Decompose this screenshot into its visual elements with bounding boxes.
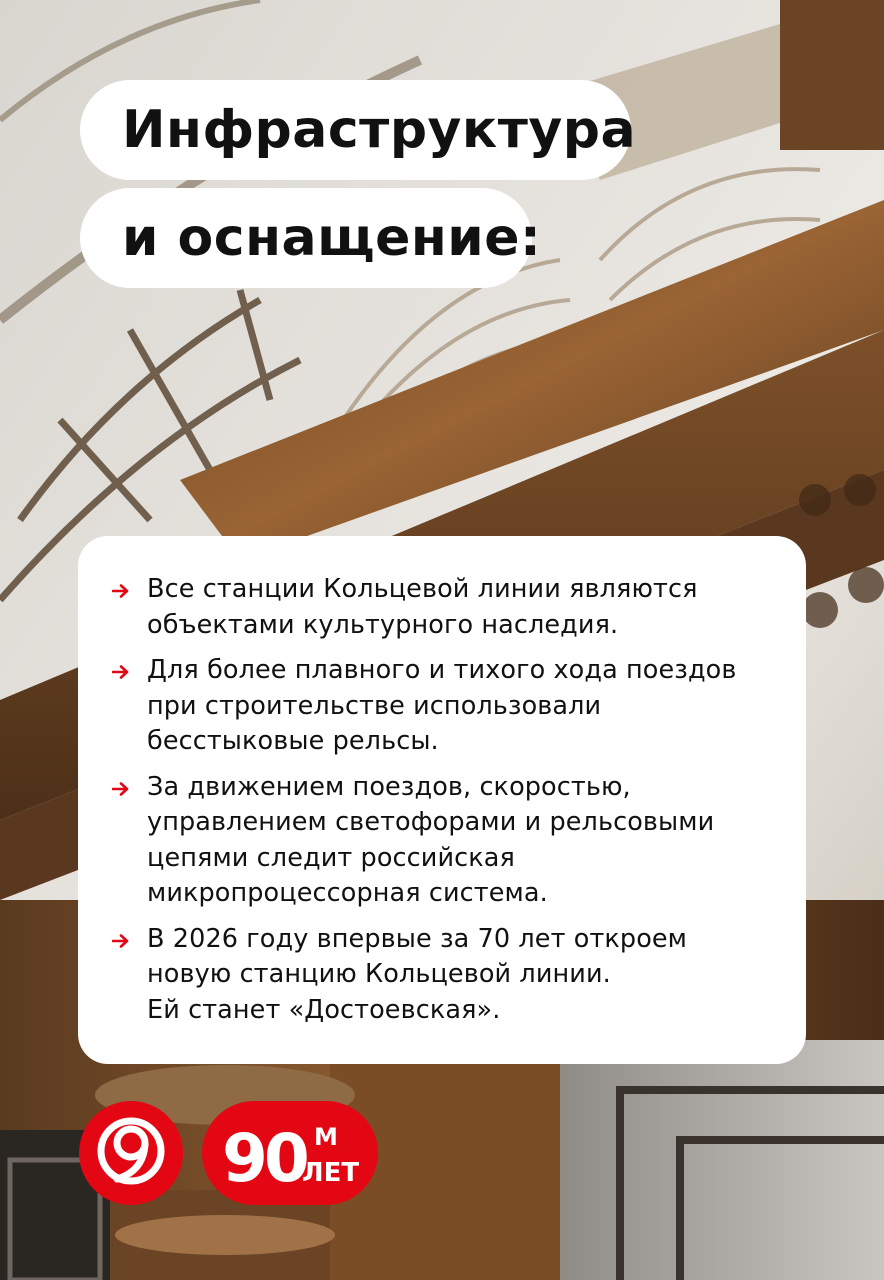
moscow-metro-logo-icon — [79, 1101, 183, 1205]
title-line-2: и оснащение: — [80, 188, 532, 288]
arrow-right-icon — [112, 782, 130, 796]
fact-text: В 2026 году впервые за 70 лет откроем новую станцию Кольцевой линии. Ей станет «Достоевская». — [147, 923, 688, 1025]
anniversary-word: ЛЕТ — [302, 1158, 360, 1188]
facts-card — [78, 536, 806, 1064]
list-item — [112, 922, 776, 1029]
arrow-right-icon — [112, 665, 130, 679]
arrow-right-icon — [112, 584, 130, 598]
fact-text: Для более плавного и тихого хода поездов при строительстве использовали бесстыковые рельсы. — [147, 655, 737, 756]
anniversary-number: 90 — [222, 1120, 306, 1197]
title-line-1: Инфраструктура — [80, 80, 631, 180]
list-item — [112, 770, 776, 912]
arrow-right-icon — [112, 934, 130, 948]
fact-text: Все станции Кольцевой линии являются объектами культурного наследия. — [147, 574, 698, 640]
facts-list — [112, 572, 776, 1028]
list-item — [112, 653, 776, 760]
anniversary-logo — [202, 1101, 378, 1205]
anniversary-letter: М — [314, 1123, 338, 1151]
list-item — [112, 572, 776, 643]
fact-text: За движением поездов, скоростью, управлением светофорами и рельсовыми цепями следит российская микропроцессорная система. — [147, 771, 715, 908]
